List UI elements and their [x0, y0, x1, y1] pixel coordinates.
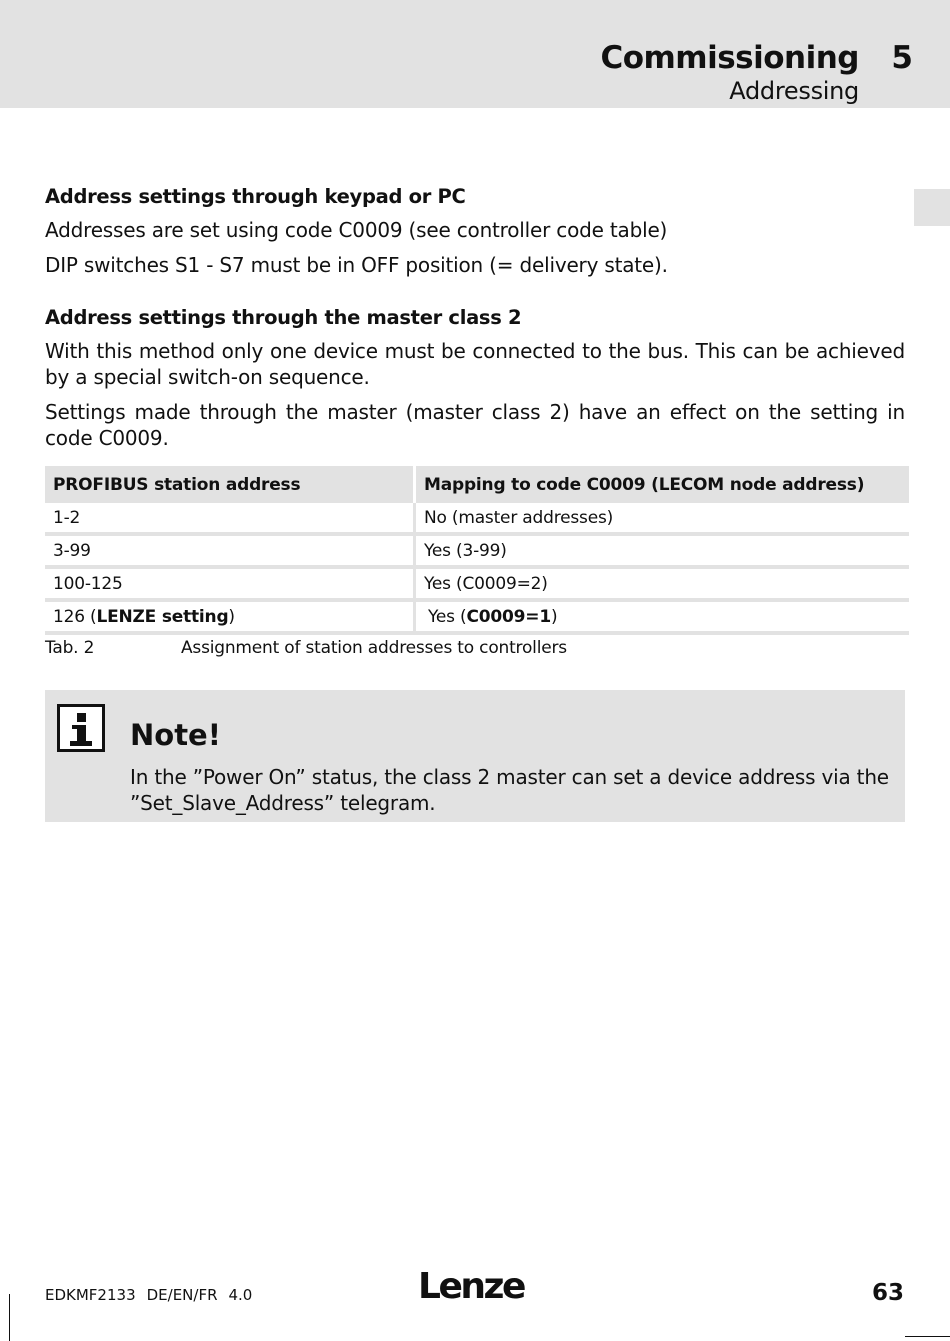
table-header-cell: PROFIBUS station address	[45, 466, 416, 503]
section-keypad	[45, 185, 905, 278]
cell-text: 126 (	[53, 606, 97, 627]
note-text: In the ”Power On” status, the class 2 master can set a device address via the ”Set_Slave_Address” telegram.	[130, 765, 889, 815]
doc-version: 4.0	[228, 1286, 253, 1304]
section-master-class	[45, 306, 905, 451]
table-header-row	[45, 466, 909, 503]
table-row	[45, 536, 909, 569]
table-cell: 3-99	[45, 536, 416, 569]
footer-document-id	[45, 1286, 263, 1304]
table-cell	[45, 602, 416, 635]
chapter-title: Commissioning	[600, 40, 859, 76]
lenze-logo: Lenze	[418, 1266, 524, 1307]
paragraph: With this method only one device must be connected to the bus. This can be achieved by a special switch-on sequence.	[45, 339, 905, 389]
section-heading: Address settings through the master class 2	[45, 306, 522, 329]
cell-text-bold: C0009=1	[466, 606, 551, 627]
table-cell: No (master addresses)	[416, 503, 909, 536]
doc-id: EDKMF2133	[45, 1286, 136, 1304]
section-title: Addressing	[729, 77, 859, 105]
table-cell	[416, 602, 909, 635]
note-title: Note!	[130, 718, 221, 752]
paragraph: DIP switches S1 - S7 must be in OFF position (= delivery state).	[45, 253, 668, 277]
chapter-number: 5	[891, 40, 913, 76]
info-icon	[57, 704, 105, 752]
table-row	[45, 602, 909, 635]
paragraph: Addresses are set using code C0009 (see controller code table)	[45, 218, 668, 242]
address-table	[45, 466, 909, 635]
section-heading: Address settings through keypad or PC	[45, 185, 466, 208]
cell-text: )	[228, 606, 235, 627]
cell-text: )	[550, 606, 558, 627]
table-cell: 1-2	[45, 503, 416, 536]
cell-text-bold: LENZE setting	[96, 606, 229, 627]
table-row	[45, 503, 909, 536]
note-box	[45, 690, 905, 822]
table-caption	[45, 638, 567, 658]
table-cell: Yes (C0009=2)	[416, 569, 909, 602]
table-cell: Yes (3-99)	[416, 536, 909, 569]
cell-text: Yes (	[428, 606, 467, 627]
page-number: 63	[871, 1280, 904, 1306]
table-header-cell: Mapping to code C0009 (LECOM node address)	[416, 466, 909, 503]
paragraph: Settings made through the master (master class 2) have an effect on the setting in code C0009.	[45, 400, 905, 450]
caption-number: Tab. 2	[45, 638, 95, 658]
table-row	[45, 569, 909, 602]
side-tab-marker	[914, 189, 950, 226]
crop-mark	[905, 1336, 950, 1337]
crop-mark	[9, 1294, 10, 1341]
table-cell: 100-125	[45, 569, 416, 602]
caption-text: Assignment of station addresses to controllers	[181, 638, 567, 658]
doc-languages: DE/EN/FR	[146, 1286, 218, 1304]
